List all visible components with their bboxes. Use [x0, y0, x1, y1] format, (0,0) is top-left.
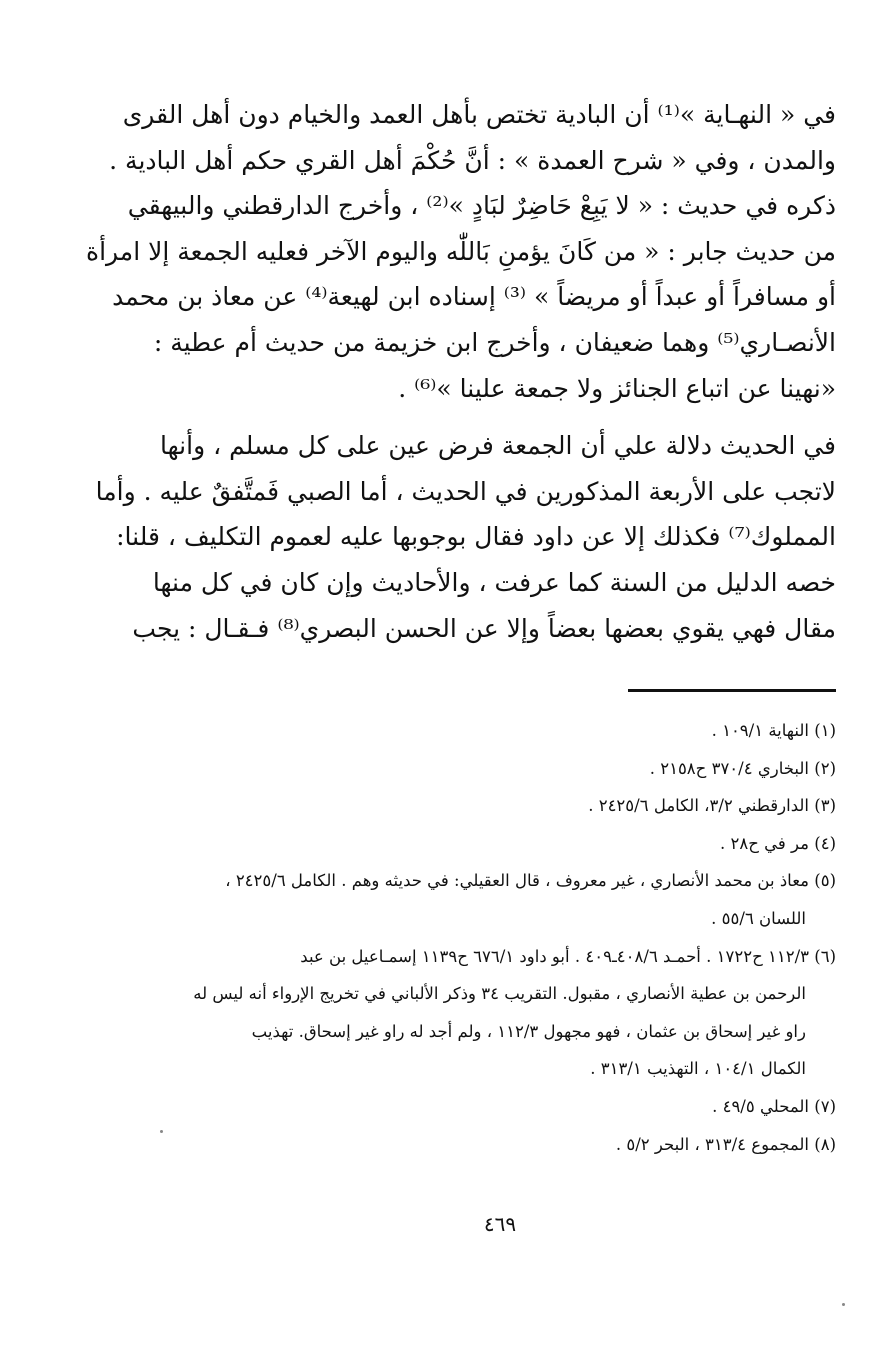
footnotes	[155, 712, 836, 1163]
footnote-6-continued: راو غير إسحاق بن عثمان ، فهو مجهول ١١٢/٣ ، ولم أجد له راو غير إسحاق. تهذيب	[251, 1021, 806, 1041]
text-line: المملوك⁽⁷⁾ فكذلك إلا عن داود فقال بوجوبها عليه لعموم التكليف ، قلنا:	[116, 522, 836, 552]
footnote-3: (٣) الدارقطني ٣/٢، الكامل ٢٤٢٥/٦ .	[588, 796, 836, 816]
text-line: من حديث جابر : « من كَانَ يؤمنِ بَاللّٰه واليوم الآخر فعليه الجمعة إلا امرأة	[85, 236, 836, 266]
footnote-4: (٤) مر في ح٢٨ .	[720, 833, 836, 853]
footnote-8: (٨) المجموع ٣١٣/٤ ، البحر ٥/٢ .	[615, 1134, 836, 1154]
text-line: خصه الدليل من السنة كما عرفت ، والأحاديث وإن كان في كل منها	[152, 567, 836, 597]
main-text	[85, 92, 836, 651]
footnote-1: (١) النهاية ١٠٩/١ .	[711, 721, 836, 740]
scan-speck	[160, 1130, 163, 1133]
footnote-5-continued: اللسان ٥٥/٦ .	[711, 908, 806, 928]
text-line: في « النهـاية »⁽¹⁾ أن البادية تختص بأهل العمد والخيام دون أهل القرى	[122, 100, 836, 129]
scan-speck	[842, 1303, 845, 1306]
page-number: ٤٦٩	[483, 1212, 517, 1236]
footnote-7: (٧) المحلي ٤٩/٥ .	[712, 1096, 836, 1116]
footnote-divider	[628, 689, 836, 692]
text-line: مقال فهي يقوي بعضها بعضاً وإلا عن الحسن البصري⁽⁸⁾ فـقـال : يجب	[132, 613, 836, 643]
text-line: أو مسافراً أو عبداً أو مريضاً » ⁽³⁾ إسناده ابن لهيعة⁽⁴⁾ عن معاذ بن محمد	[112, 282, 836, 312]
paragraph-1	[85, 92, 836, 411]
text-line: الأنصـاري⁽⁵⁾ وهما ضعيفان ، وأخرج ابن خزيمة من حديث أم عطية :	[153, 327, 836, 357]
text-line: «نهينا عن اتباع الجنائز ولا جمعة علينا »⁽⁶⁾ .	[398, 373, 836, 403]
text-line: في الحديث دلالة علي أن الجمعة فرض عين على كل مسلم ، وأنها	[160, 431, 836, 461]
footnote-6-continued: الكمال ١٠٤/١ ، التهذيب ٣١٣/١ .	[590, 1059, 806, 1079]
text-line: والمدن ، وفي « شرح العمدة » : أنَّ حُكْمَ أهل القري حكم أهل البادية .	[109, 145, 836, 175]
footnote-6: (٦) ١١٢/٣ ح١٧٢٢ . أحمـد ٤٠٨/٦ـ٤٠٩ . أبو داود ٦٧٦/١ ح١١٣٩ إسمـاعيل بن عبد	[300, 946, 836, 966]
footnote-2: (٢) البخاري ٣٧٠/٤ ح٢١٥٨ .	[649, 758, 836, 778]
footnote-5: (٥) معاذ بن محمد الأنصاري ، غير معروف ، قال العقيلي: في حديثه وهم . الكامل ٢٤٢٥/٦ ،	[225, 871, 836, 891]
text-line: ذكره في حديث : « لا يَبِعْ حَاضِرٌ لبَادٍ »⁽²⁾ ، وأخرج الدارقطني والبيهقي	[127, 191, 836, 221]
paragraph-2	[95, 423, 836, 651]
footnote-6-continued: الرحمن بن عطية الأنصاري ، مقبول. التقريب ٣٤ وذكر الألباني في تخريج الإرواء أنه ليس له	[193, 984, 806, 1004]
text-line: لاتجب على الأربعة المذكورين في الحديث ، أما الصبي فَمتَّفقٌ عليه . وأما	[95, 476, 836, 506]
